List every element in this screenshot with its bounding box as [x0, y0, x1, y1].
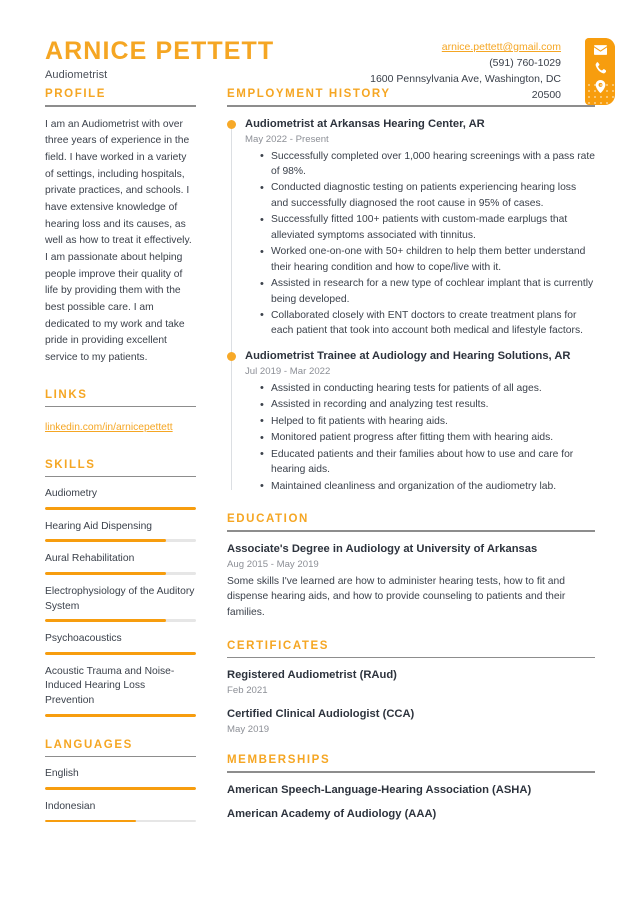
- skill-rating-track: [45, 507, 196, 510]
- section-education: [227, 513, 595, 621]
- section-heading-employment: EMPLOYMENT HISTORY: [227, 88, 391, 100]
- list-item: • Assisted in research for a new type of cochlear implant that is currently being developed.: [271, 276, 595, 307]
- timeline-dot-icon: [227, 352, 236, 361]
- skill-label: Audiometry: [45, 488, 98, 500]
- section-heading-certificates: CERTIFICATES: [227, 639, 330, 652]
- timeline-line: [231, 123, 233, 491]
- education-description: Some skills I've learned are how to administer hearing tests, how to fit and dispense hearing aids, and how to provide counseling to patients and their families.: [227, 575, 566, 618]
- list-item: • Successfully fitted 100+ patients with custom-made earplugs that alleviated symptoms associated with tinnitus.: [271, 212, 595, 243]
- timeline-dot-icon: [227, 120, 236, 129]
- skill-label: Hearing Aid Dispensing: [45, 520, 153, 532]
- profile-text: I am an Audiometrist with over three years of experience in the field. I have worked in a variety of settings, including hospitals, private practices, and schools. I have extensive knowledge of hearing loss and its causes, as well as how to treat it effectively. I am passionate about helping people improve their quality of life by providing them with the best possible care. I am dedicated to my work and take pride in providing excellent service to my patients.: [45, 118, 192, 363]
- list-item: • Helped to fit patients with hearing aids.: [271, 414, 595, 429]
- section-divider: [45, 406, 196, 408]
- location-pin-icon: [585, 78, 615, 94]
- language-item: [45, 767, 196, 790]
- section-divider: [227, 771, 595, 773]
- page-title: ARNICE PETTETT: [45, 37, 275, 65]
- contact-address-line-1: 1600 Pennsylvania Ave, Washington, DC: [370, 72, 561, 85]
- contact-block: [370, 30, 595, 104]
- skill-item: [45, 632, 196, 655]
- membership-name: American Academy of Audiology (AAA): [227, 807, 437, 820]
- list-item: • Successfully completed over 1,000 hearing screenings with a pass rate of 98%.: [271, 149, 595, 180]
- employment-job-title: Audiometrist at Arkansas Hearing Center, AR: [245, 117, 485, 130]
- skill-item: [45, 487, 196, 510]
- education-date-range: Aug 2015 - May 2019: [227, 558, 319, 570]
- education-degree: Associate's Degree in Audiology at University of Arkansas: [227, 542, 538, 555]
- section-divider: [227, 530, 595, 532]
- section-skills: [45, 459, 196, 717]
- list-item: • Assisted in conducting hearing tests for patients of all ages.: [271, 381, 595, 396]
- section-profile: [45, 88, 196, 367]
- section-languages: [45, 739, 196, 823]
- skill-label: Aural Rehabilitation: [45, 553, 135, 565]
- membership-name: American Speech-Language-Hearing Association (ASHA): [227, 783, 532, 796]
- list-item: • Monitored patient progress after fitting them with hearing aids.: [271, 430, 595, 445]
- language-rating-track: [45, 820, 196, 823]
- membership-entry: [227, 783, 595, 798]
- certificate-date: May 2019: [227, 724, 270, 736]
- employment-timeline: [227, 117, 595, 495]
- language-rating-fill: [45, 787, 196, 790]
- mail-icon: [585, 42, 615, 58]
- contact-email-link[interactable]: arnice.pettett@gmail.com: [441, 41, 561, 53]
- employment-bullets: [245, 381, 595, 494]
- link-item-linkedin[interactable]: linkedin.com/in/arnicepettett: [45, 422, 173, 434]
- skill-rating-track: [45, 714, 196, 717]
- list-item: • Educated patients and their families about how to use and care for hearing aids.: [271, 447, 595, 478]
- contact-icon-strip: [585, 38, 615, 105]
- skill-rating-fill: [45, 572, 166, 575]
- skill-label: Psychoacoustics: [45, 633, 122, 645]
- section-divider: [45, 476, 196, 478]
- list-item: • Collaborated closely with ENT doctors to create treatment plans for each patient that took into account both medical and lifestyle factors.: [271, 308, 595, 339]
- skill-item: [45, 585, 196, 622]
- section-divider: [227, 105, 595, 107]
- membership-entry: [227, 807, 595, 822]
- section-employment-history: [227, 88, 595, 494]
- phone-icon: [585, 60, 615, 76]
- skill-rating-fill: [45, 507, 196, 510]
- skill-rating-track: [45, 539, 196, 542]
- section-divider: [227, 657, 595, 659]
- language-label: English: [45, 768, 79, 780]
- main-content: [218, 88, 595, 841]
- section-memberships: [227, 754, 595, 822]
- certificate-date: Feb 2021: [227, 685, 268, 697]
- certificate-entry: [227, 707, 595, 735]
- skill-rating-track: [45, 652, 196, 655]
- section-heading-education: EDUCATION: [227, 513, 309, 526]
- skill-rating-track: [45, 572, 196, 575]
- list-item: • Maintained cleanliness and organization of the audiometry lab.: [271, 479, 595, 494]
- section-heading-skills: SKILLS: [45, 458, 96, 471]
- employment-entry: [245, 117, 595, 339]
- skill-rating-fill: [45, 714, 196, 717]
- header-identity: [45, 30, 274, 81]
- list-item: • Conducted diagnostic testing on patients experiencing hearing loss and successfully diagnosed the root cause in 95% of cases.: [271, 180, 595, 211]
- resume-body: [0, 88, 640, 841]
- language-label: Indonesian: [45, 800, 96, 812]
- section-heading-profile: PROFILE: [45, 88, 107, 100]
- skill-item: [45, 520, 196, 543]
- employment-date-range: Jul 2019 - Mar 2022: [245, 365, 331, 377]
- certificate-name: Registered Audiometrist (RAud): [227, 669, 397, 682]
- section-divider: [45, 756, 196, 758]
- employment-entry: [245, 349, 595, 494]
- skill-rating-fill: [45, 652, 196, 655]
- employment-bullets: [245, 149, 595, 339]
- skill-label: Acoustic Trauma and Noise-Induced Hearing Loss Prevention: [45, 665, 175, 707]
- skill-rating-fill: [45, 539, 166, 542]
- section-divider: [45, 105, 196, 107]
- certificate-name: Certified Clinical Audiologist (CCA): [227, 708, 415, 721]
- language-rating-fill: [45, 820, 136, 823]
- job-title: Audiometrist: [45, 69, 108, 82]
- section-heading-links: LINKS: [45, 388, 88, 401]
- sidebar: [45, 88, 218, 838]
- section-certificates: [227, 640, 595, 736]
- section-links: [45, 389, 196, 437]
- employment-date-range: May 2022 - Present: [245, 133, 329, 145]
- skill-item: [45, 552, 196, 575]
- list-item: • Assisted in recording and analyzing test results.: [271, 397, 595, 412]
- language-rating-track: [45, 787, 196, 790]
- skill-rating-fill: [45, 619, 166, 622]
- section-heading-memberships: MEMBERSHIPS: [227, 754, 331, 767]
- certificate-entry: [227, 668, 595, 696]
- contact-address-line-2: 20500: [531, 88, 561, 101]
- contact-phone: (591) 760-1029: [489, 56, 561, 69]
- education-entry: [227, 542, 595, 621]
- section-heading-languages: LANGUAGES: [45, 738, 133, 751]
- skill-item: [45, 665, 196, 717]
- language-item: [45, 800, 196, 823]
- list-item: • Worked one-on-one with 50+ children to help them better understand their hearing condition and how to cope/live with it.: [271, 244, 595, 275]
- skill-label: Electrophysiology of the Auditory System: [45, 585, 195, 612]
- skill-rating-track: [45, 619, 196, 622]
- employment-job-title: Audiometrist Trainee at Audiology and Hearing Solutions, AR: [245, 349, 571, 362]
